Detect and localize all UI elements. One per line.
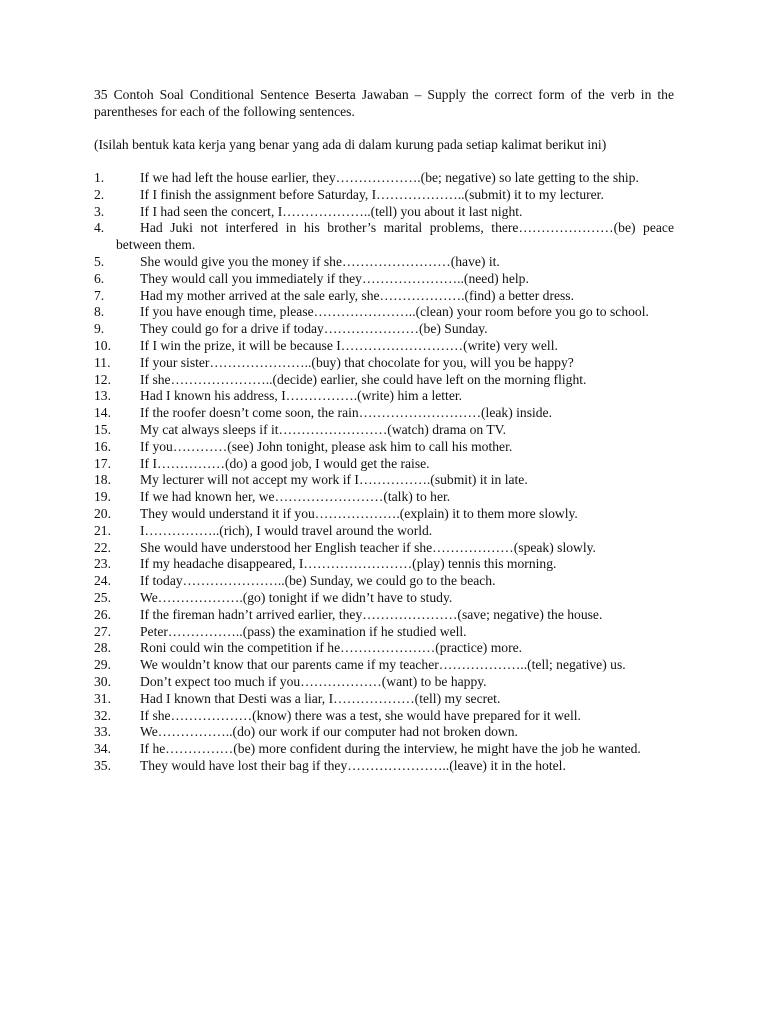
question-number: 22. <box>94 539 111 555</box>
question-text: If I win the prize, it will be because I………………………(write) very well. <box>140 337 558 353</box>
question-text: Roni could win the competition if he…………………(practice) more. <box>140 640 523 656</box>
question-number: 14. <box>94 405 111 421</box>
question-item <box>94 523 674 540</box>
question-number: 18. <box>94 472 111 488</box>
question-text: If the fireman hadn’t arrived earlier, they…………………(save; negative) the house. <box>140 606 603 622</box>
question-text: If we had known her, we……………………(talk) to her. <box>140 489 451 505</box>
question-text: Peter……………..(pass) the examination if he studied well. <box>140 623 467 639</box>
question-text: Don’t expect too much if you………………(want) to be happy. <box>140 673 487 689</box>
question-item <box>94 388 674 405</box>
question-item <box>94 170 674 187</box>
question-number: 19. <box>94 489 111 505</box>
question-item <box>94 187 674 204</box>
question-number: 7. <box>94 287 105 303</box>
question-text: We wouldn’t know that our parents came if my teacher………………..(tell; negative) us. <box>140 657 626 673</box>
question-text: If my headache disappeared, I……………………(play) tennis this morning. <box>140 556 557 572</box>
question-number: 21. <box>94 522 111 538</box>
question-item <box>94 288 674 305</box>
question-number: 16. <box>94 438 111 454</box>
question-item <box>94 758 674 775</box>
question-item <box>94 506 674 523</box>
question-text: Had Juki not interfered in his brother’s marital problems, there…………………(be) peace between them. <box>116 220 674 253</box>
question-number: 13. <box>94 388 111 404</box>
question-item <box>94 741 674 758</box>
question-number: 23. <box>94 556 111 572</box>
question-item <box>94 422 674 439</box>
question-number: 3. <box>94 203 105 219</box>
question-text: If you have enough time, please…………………..(clean) your room before you go to school. <box>140 304 649 320</box>
question-number: 9. <box>94 321 105 337</box>
question-item <box>94 304 674 321</box>
question-number: 32. <box>94 707 111 723</box>
question-text: They could go for a drive if today…………………(be) Sunday. <box>140 321 488 337</box>
question-text: If we had left the house earlier, they……………….(be; negative) so late getting to the ship. <box>140 170 639 185</box>
question-item <box>94 355 674 372</box>
question-text: Had I known that Desti was a liar, I………………(tell) my secret. <box>140 690 501 706</box>
question-number: 28. <box>94 640 111 656</box>
question-number: 24. <box>94 573 111 589</box>
intro-indonesian-text: (Isilah bentuk kata kerja yang benar yang ada di dalam kurung pada setiap kalimat berikut ini) <box>94 137 607 152</box>
question-number: 8. <box>94 304 105 320</box>
question-item <box>94 607 674 624</box>
question-item <box>94 540 674 557</box>
question-number: 31. <box>94 690 111 706</box>
question-text: If you…………(see) John tonight, please ask him to call his mother. <box>140 438 513 454</box>
question-text: Had my mother arrived at the sale early, she……………….(find) a better dress. <box>140 287 574 303</box>
question-item <box>94 708 674 725</box>
question-number: 17. <box>94 455 111 471</box>
question-text: My cat always sleeps if it……………………(watch) drama on TV. <box>140 421 507 437</box>
question-number: 1. <box>94 170 105 185</box>
question-number: 29. <box>94 657 111 673</box>
intro-text: 35 Contoh Soal Conditional Sentence Beserta Jawaban – Supply the correct form of the verb in the parentheses for each of the following sentences. <box>94 87 674 119</box>
question-number: 5. <box>94 253 105 269</box>
question-item <box>94 220 674 254</box>
question-text: My lecturer will not accept my work if I…………….(submit) it in late. <box>140 472 528 488</box>
question-text: If she…………………..(decide) earlier, she could have left on the morning flight. <box>140 371 587 387</box>
question-number: 27. <box>94 623 111 639</box>
question-number: 10. <box>94 337 111 353</box>
question-text: They would have lost their bag if they…………………..(leave) it in the hotel. <box>140 757 566 773</box>
question-item <box>94 590 674 607</box>
question-text: If I had seen the concert, I………………..(tell) you about it last night. <box>140 203 523 219</box>
question-item <box>94 640 674 657</box>
question-number: 4. <box>94 220 105 236</box>
question-number: 12. <box>94 371 111 387</box>
question-text: If the roofer doesn’t come soon, the rain………………………(leak) inside. <box>140 405 552 421</box>
question-item <box>94 674 674 691</box>
question-number: 30. <box>94 673 111 689</box>
question-text: I……………..(rich), I would travel around the world. <box>140 522 433 538</box>
question-number: 35. <box>94 757 111 773</box>
question-number: 33. <box>94 724 111 740</box>
question-item <box>94 573 674 590</box>
question-item <box>94 372 674 389</box>
question-item <box>94 204 674 221</box>
question-item <box>94 456 674 473</box>
question-number: 25. <box>94 589 111 605</box>
question-text: We……………..(do) our work if our computer had not broken down. <box>140 724 518 740</box>
question-number: 6. <box>94 270 105 286</box>
question-item <box>94 691 674 708</box>
question-item <box>94 556 674 573</box>
question-text: She would have understood her English teacher if she………………(speak) slowly. <box>140 539 596 555</box>
question-text: Had I known his address, I…………….(write) him a letter. <box>140 388 463 404</box>
question-number: 2. <box>94 186 105 202</box>
question-text: She would give you the money if she……………………(have) it. <box>140 253 500 269</box>
question-text: We……………….(go) tonight if we didn’t have to study. <box>140 589 453 605</box>
question-text: If today…………………..(be) Sunday, we could go to the beach. <box>140 573 496 589</box>
question-item <box>94 405 674 422</box>
question-item <box>94 338 674 355</box>
question-number: 15. <box>94 421 111 437</box>
question-text: If your sister…………………..(buy) that chocolate for you, will you be happy? <box>140 354 574 370</box>
question-text: If she………………(know) there was a test, she would have prepared for it well. <box>140 707 581 723</box>
question-number: 26. <box>94 606 111 622</box>
question-item <box>94 271 674 288</box>
question-text: If I finish the assignment before Saturday, I………………..(submit) it to my lecturer. <box>140 186 604 202</box>
question-number: 11. <box>94 354 111 370</box>
question-item <box>94 472 674 489</box>
question-item <box>94 254 674 271</box>
question-text: If I……………(do) a good job, I would get the raise. <box>140 455 430 471</box>
question-item <box>94 624 674 641</box>
question-item <box>94 489 674 506</box>
question-item <box>94 657 674 674</box>
question-item <box>94 321 674 338</box>
question-text: They would call you immediately if they…………………..(need) help. <box>140 270 529 286</box>
question-list <box>94 170 674 775</box>
question-number: 34. <box>94 741 111 757</box>
question-number: 20. <box>94 505 111 521</box>
document-page <box>94 86 674 775</box>
question-item <box>94 439 674 456</box>
question-item <box>94 724 674 741</box>
question-text: They would understand it if you……………….(explain) it to them more slowly. <box>140 505 578 521</box>
question-text: If he……………(be) more confident during the interview, he might have the job he wanted. <box>140 741 641 757</box>
